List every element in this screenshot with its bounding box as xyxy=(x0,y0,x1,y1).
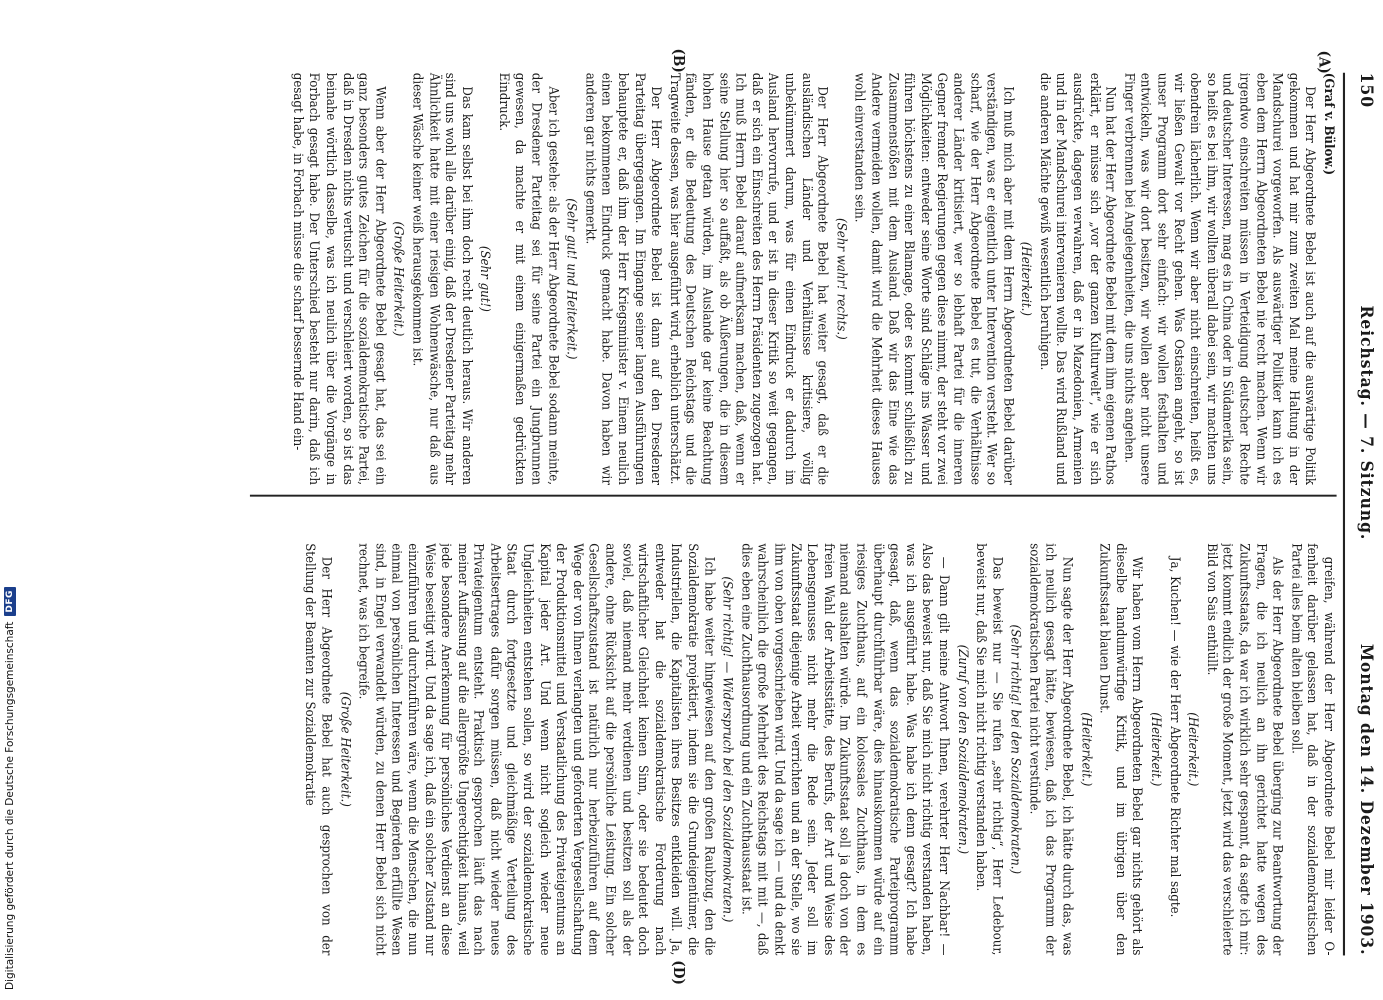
paragraph: Der Herr Abgeordnete Bebel hat auch gesprochen von der Stellung der Beamten zur Sozialdemokratie xyxy=(303,543,335,956)
column-divider xyxy=(250,495,1337,497)
page-title: Reichstag. — 7. Sitzung. xyxy=(1356,305,1377,541)
paragraph: Ja, Kuchen! — wie der Herr Abgeordnete Richter mal sagte. xyxy=(1167,556,1183,918)
interjection: (Große Heiterkeit.) xyxy=(391,221,407,337)
interjection: (Heiterkeit.) xyxy=(1019,241,1035,316)
paragraph: Ich muß mich aber mit dem Herrn Abgeordneten Bebel darüber verständigen, was er eigentlich unter Intervention versteht. Wer so scharf, wie der Herr Abgeordnete Bebel es tut, die Verhältnisse anderer Länder kritisiert, wer so lebhaft Partei für die inneren Gegner fremder Regierungen gegen diese nimmt, der steht vor zwei Möglichkeiten: entweder seine Worte sind Schläge ins Wasser und führen höchstens zu einer Blamage, oder es kommt schließlich zu Zusammenstößen mit dem Ausland. Daß wir das Eine wie das Andere vermeiden wollen, damit wird die Mehrheit dieses Hauses wohl einverstanden sein. xyxy=(852,72,1016,485)
interjection: (Zuruf von den Sozialdemokraten.) xyxy=(955,644,971,855)
left-column xyxy=(250,73,1337,485)
right-column xyxy=(250,543,1337,955)
paragraph: Das kam selbst bei ihm doch recht deutlich heraus. Wir anderen sind uns wohl alle darüber einig, daß der Dresdener Parteitag mehr Ähnlichkeit hatte mit einer riesigen Wohnenwäsche, nur daß aus dieser Wäsche keiner weiß herausgekommen ist. xyxy=(410,72,475,485)
interjection: (Sehr gut!) xyxy=(478,245,493,312)
interjection: (Heiterkeit.) xyxy=(1078,712,1094,787)
interjection: (Sehr richtig! bei den Sozialdemokraten.) xyxy=(1008,624,1024,875)
speaker-label: (Graf v. Bülow.) xyxy=(1321,72,1337,176)
page-number: 150 xyxy=(1356,72,1377,109)
interjection: (Heiterkeit.) xyxy=(1185,712,1201,787)
margin-marker-a: (A) xyxy=(1315,50,1333,74)
interjection: (Sehr richtig! — Widerspruch bei den Sozialdemokraten.) xyxy=(720,576,736,923)
page-header xyxy=(1347,73,1383,956)
interjection: (Sehr wahr! rechts.) xyxy=(834,217,849,340)
paragraph: Wenn aber der Herr Abgeordnete Bebel gesagt hat, das sei ein ganz besonders gutes Zeichen für die sozialdemokratische Partei, daß in Dresden nichts vertuscht und verschleiert worden, so ist das beinahe wörtlich dasselbe, was ich neulich über die Vorgänge in Forbach gesagt habe. Der Unterschied besteht nur darin, daß ich gesagt habe, in Forbach müsse die scharf bessernde Hand ein- xyxy=(290,72,388,485)
paragraph: Nun hat der Herr Abgeordnete Bebel mit dem ihm eigenen Pathos erklärt, er müsse sich „vor der ganzen Kulturwelt“, wie er sich ausdrückte, dagegen verwahren, daß er in Mazedonien, Armenien und in der Mandschurei intervenieren wollte. Das wird Rußland und die anderen Mächte gewiß wesentlich beruhigen. xyxy=(1037,72,1119,485)
interjection: (Sehr gut! und Heiterkeit.) xyxy=(564,198,580,360)
paragraph: Ich habe weiter hingewiesen auf den großen Raubzug, den die Sozialdemokratie projektiert, indem sie die Grundeigentümer, die Industriellen, die Kapitalisten ihres Besitzes entkleiden will. Ja, entweder hat die sozialdemokratische Forderung nach wirtschaftlicher Gleichheit keinen Sinn, oder sie bedeutet doch soviel, daß niemand mehr verdienen und besitzen soll als der andere, ohne Rücksicht auf die persönliche Leistung. Ein solcher Gesellschaftszustand ist natürlich nur herbeizuführen auf dem Wege der von Ihnen verlangten und geforderten Vergesellschaftung der Produktionsmittel und Verstaatlichung des Privateigentums an Kapital jeder Art. Und wenn nicht sogleich wieder neue Ungleichheiten entstehen sollen, so wird der sozialdemokratische Staat durch fortgesetzte und gleichmäßige Verteilung des Arbeitsertrages dafür sorgen müssen, daß nicht wieder neues Privateigentum entsteht. Praktisch gesprochen läuft das nach meiner Auffassung auf die allergrößte Ungerechtigkeit hinaus, weil jede besondere Anerkennung für persönliches Verdienst an diese Weise beseitigt wird. Und da sage ich, daß ein solcher Zustand nur einzuführen und durchzuführen wäre, wenn die Menschen, die nun einmal von persönlichen Interessen und Begierden erfüllte Wesen sind, in Engel verwandelt würden, zu denen Herr Bebel sich nicht rechnet, was ich begreife. xyxy=(356,543,717,956)
paragraph: — Dann gilt meine Antwort Ihnen, verehrter Herr Nachbar! — Also das beweist nur, daß Sie mich nicht richtig verstanden haben, was ich ausgeführt habe. Was habe ich denn gesagt? Ich habe gesagt, daß, wenn das sozialdemokratische Parteiprogramm überhaupt durchführbar wäre, dies hinauskommen würde auf ein riesiges Zuchthaus, auf ein kolossales Zuchthaus, in dem es niemand aushalten würde. Im Zukunftsstaat soll ja doch von der freien Wahl der Arbeitsstätte, des Berufs, der Art und Weise des Lebensgenusses nicht mehr die Rede sein. Jeder soll im Zukunftsstaat diejenige Arbeit verrichten und an der Stelle, wo sie ihm von oben vorgeschrieben wird. Und da sage ich — und da denkt wahrscheinlich die große Mehrheit des Reichstags mit mit —, daß dies eben eine Zuchthausordnung und ein Zuchthausstaat ist. xyxy=(739,543,952,956)
caption-text: Digitalisierung gefördert durch die Deutsche Forschungsgemeinschaft xyxy=(4,621,16,990)
dfg-logo: DFG xyxy=(4,587,16,616)
document-page xyxy=(235,0,1383,985)
page-date: Montag den 14. Dezember 1903. xyxy=(1356,643,1377,956)
digitization-caption xyxy=(4,587,16,990)
paragraph: greifen, während der Herr Abgeordnete Bebel mir leider O-fenheit darüber gelassen hat, daß in der sozialdemokratischen Partei alles beim alten bleiben soll. xyxy=(1288,543,1337,956)
margin-marker-d: (D) xyxy=(669,960,687,985)
interjection: (Große Heiterkeit.) xyxy=(338,691,353,807)
paragraph: Als der Herr Abgeordnete Bebel überging zur Beantwortung der Fragen, die ich neulich an ihn gerichtet hatte wegen des Zukunftsstaats, da war ich wirklich sehr gespannt, da sagte ich mir: jetzt kommt endlich der große Moment, jetzt wird das verschleierte Bild von Sais enthüllt. xyxy=(1204,543,1286,956)
header-rule xyxy=(1343,73,1345,956)
margin-marker-b: (B) xyxy=(669,48,687,73)
paragraph: Der Herr Abgeordnete Bebel hat weiter gesagt, daß er die ausländischen Länder und Verhältnisse kritisiere, völlig unbekümmert darum, was für einen Eindruck er dadurch im Ausland hervorrufe, und er ist in dieser Kritik so weit gegangen, daß er sich ein Einschreiten des Herrn Präsidenten zugezogen hat. Ich muß Herrn Bebel darauf aufmerksam machen, daß, wenn er seine Stellung hier so auffaßt, als ob Äußerungen, die in diesem hohen Hause getan würden, im Auslande gar keine Beachtung fänden, er die Bedeutung des Deutschen Reichstags und die Tragweite dessen, was hier ausgeführt wird, erheblich unterschätzt. xyxy=(667,72,831,485)
paragraph: Das beweist nur — Sie rufen „sehr richtig“, Herr Ledebour, beweist nur, daß Sie mich nicht richtig verstanden haben. xyxy=(973,543,1006,956)
paragraph: Der Herr Abgeordnete Bebel ist auch auf die auswärtige Politik gekommen und hat mir zum zweiten Mal meine Haltung in der Mandschurei vorgeworfen. Als auswärtiger Politiker kann ich es eben dem Herrn Abgeordneten Bebel nie recht machen. Wenn wir irgendwo einschreiten müssen in Verteidigung deutscher Rechte und deutscher Interessen, mag es in China oder in Südamerika sein, so heißt es bei ihm, wir wollten überall dabei sein, wir machten uns obendrein lächerlich. Wenn wir aber nicht einschreiten, heißt es, wir ließen Gewalt vor Recht gehen. Was Ostasien angeht, so ist unser Programm dort sehr einfach: wir wollen festhalten und entwickeln, was wir dort besitzen, wir wollen aber nicht unsere Finger verbrennen bei Angelegenheiten, die uns nichts angehen. xyxy=(1122,72,1319,485)
paragraph: Wir haben vom Herrn Abgeordneten Bebel gar nichts gehört als dieselbe handumwürfige Kritik, und im übrigen über den Zukunftsstaat blauen Dunst. xyxy=(1097,543,1146,956)
interjection: (Heiterkeit.) xyxy=(1148,712,1164,787)
paragraph: Nun sagte der Herr Abgeordnete Bebel, ich hätte durch das, was ich neulich gesagt hätte, bewiesen, daß ich das Programm der sozialdemokratischen Partei nicht verstünde. xyxy=(1027,543,1076,956)
paragraph: Aber ich gestehe: als der Herr Abgeordnete Bebel sodann meinte, der Dresdener Parteitag sei für seine Partei ein Jungbrunnen gewesen, da machte er mit einem einigermaßen gedrückten Eindruck. xyxy=(496,72,561,485)
paragraph: Der Herr Abgeordnete Bebel ist dann auf den Dresdener Parteitag übergegangen. Im Eingange seiner langen Ausführungen behauptete er, daß ihm der Herr Kriegsminister v. Einem neulich einen bekommenen Eindruck gemacht habe. Davon haben wir anderen gar nichts gemerkt. xyxy=(583,72,664,485)
